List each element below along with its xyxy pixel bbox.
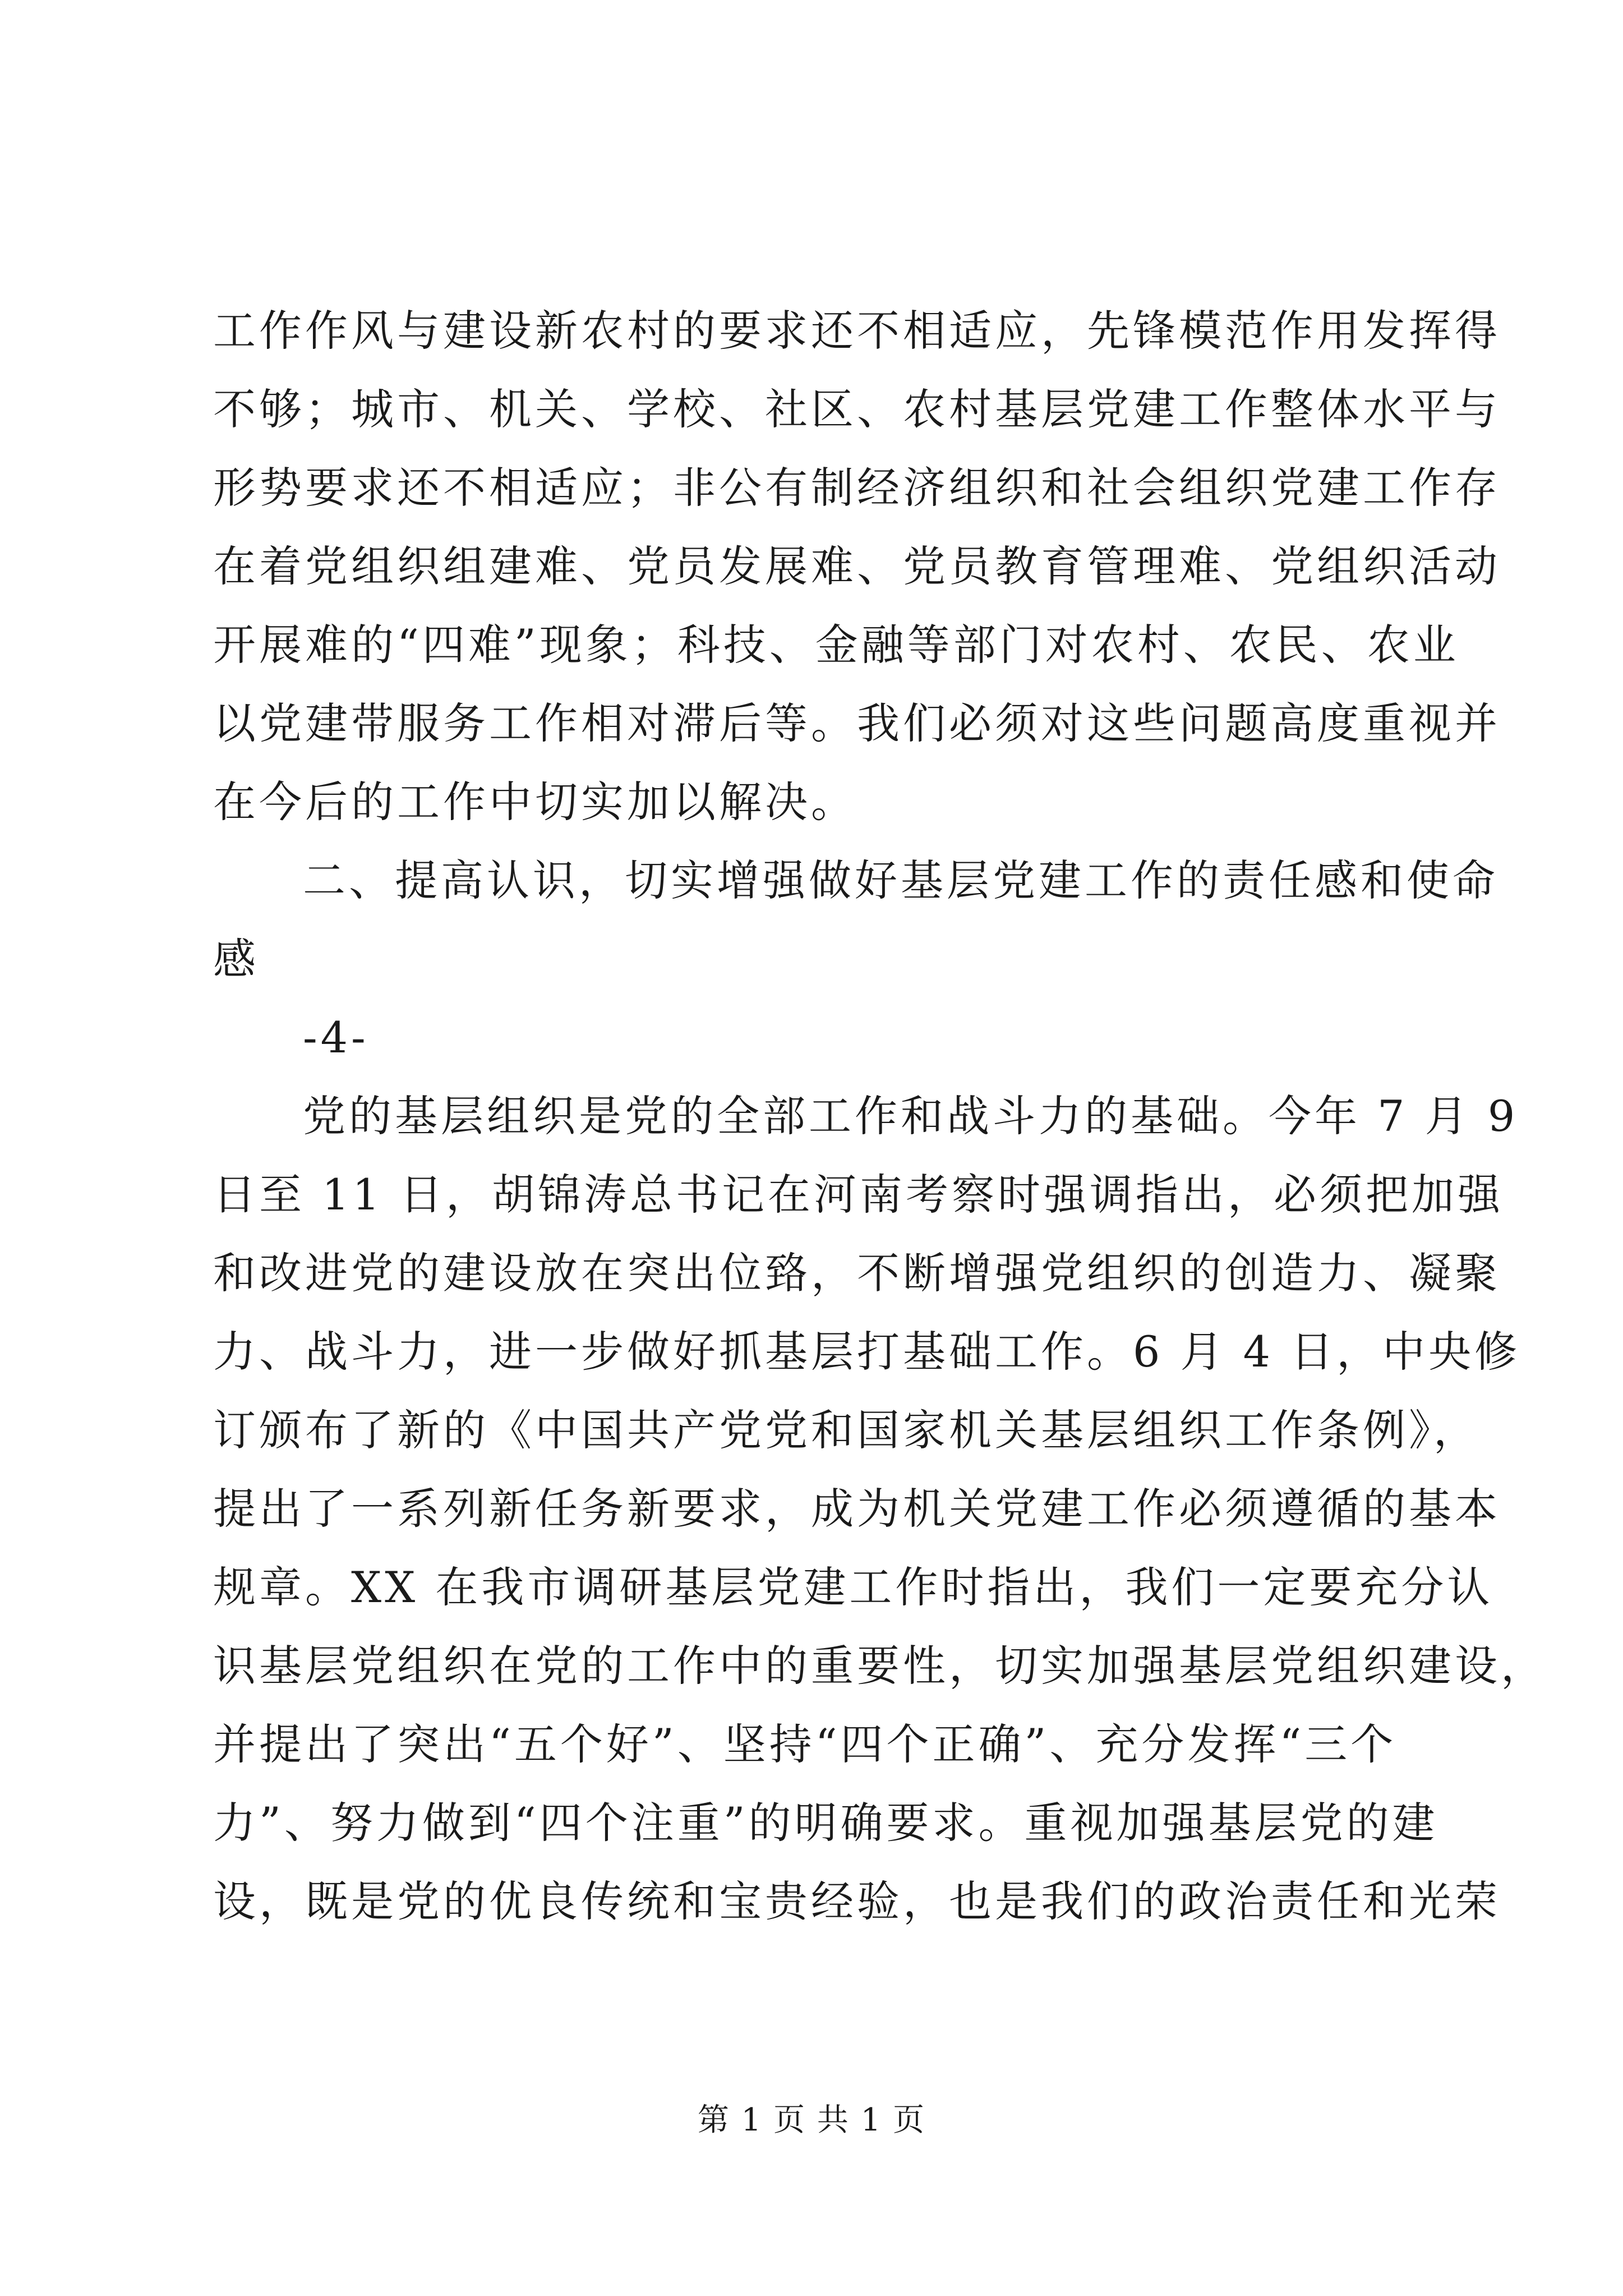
section-heading: 二、提高认识，切实增强做好基层党建工作的责任感和使命 — [303, 855, 1498, 905]
text-line: 日至 11 日，胡锦涛总书记在河南考察时强调指出，必须把加强 — [213, 1170, 1504, 1220]
text-line: 以党建带服务工作相对滞后等。我们必须对这些问题高度重视并 — [213, 698, 1501, 748]
text-line: 不够；城市、机关、学校、社区、农村基层党建工作整体水平与 — [213, 384, 1501, 434]
text-line: 识基层党组织在党的工作中的重要性，切实加强基层党组织建设， — [213, 1641, 1547, 1691]
section-heading-continued: 感 — [213, 934, 259, 984]
text-line: 并提出了突出“五个好”、坚持“四个正确”、充分发挥“三个 — [213, 1719, 1397, 1769]
text-line: 和改进党的建设放在突出位臵，不断增强党组织的创造力、凝聚 — [213, 1248, 1501, 1298]
page-marker: -4- — [303, 1013, 369, 1062]
page-footer: 第 1 页 共 1 页 — [697, 2102, 926, 2138]
text-line: 力、战斗力，进一步做好抓基层打基础工作。6 月 4 日，中央修 — [213, 1327, 1521, 1377]
body-text — [213, 292, 1547, 1941]
text-line: 规章。XX 在我市调研基层党建工作时指出，我们一定要充分认 — [213, 1562, 1493, 1612]
text-line: 订颁布了新的《中国共产党党和国家机关基层组织工作条例》， — [213, 1405, 1479, 1455]
text-line: 设，既是党的优良传统和宝贵经验，也是我们的政治责任和光荣 — [213, 1876, 1501, 1926]
text-line: 在今后的工作中切实加以解决。 — [213, 777, 857, 827]
text-line: 在着党组织组建难、党员发展难、党员教育管理难、党组织活动 — [213, 541, 1501, 591]
text-line: 形势要求还不相适应；非公有制经济组织和社会组织党建工作存 — [213, 463, 1501, 513]
text-line: 党的基层组织是党的全部工作和战斗力的基础。今年 7 月 9 — [303, 1091, 1519, 1141]
text-line: 力”、努力做到“四个注重”的明确要求。重视加强基层党的建 — [213, 1798, 1438, 1848]
text-line: 提出了一系列新任务新要求，成为机关党建工作必须遵循的基本 — [213, 1484, 1501, 1534]
text-line: 工作作风与建设新农村的要求还不相适应，先锋模范作用发挥得 — [213, 306, 1501, 356]
text-line: 开展难的“四难”现象；科技、金融等部门对农村、农民、农业 — [213, 620, 1459, 670]
